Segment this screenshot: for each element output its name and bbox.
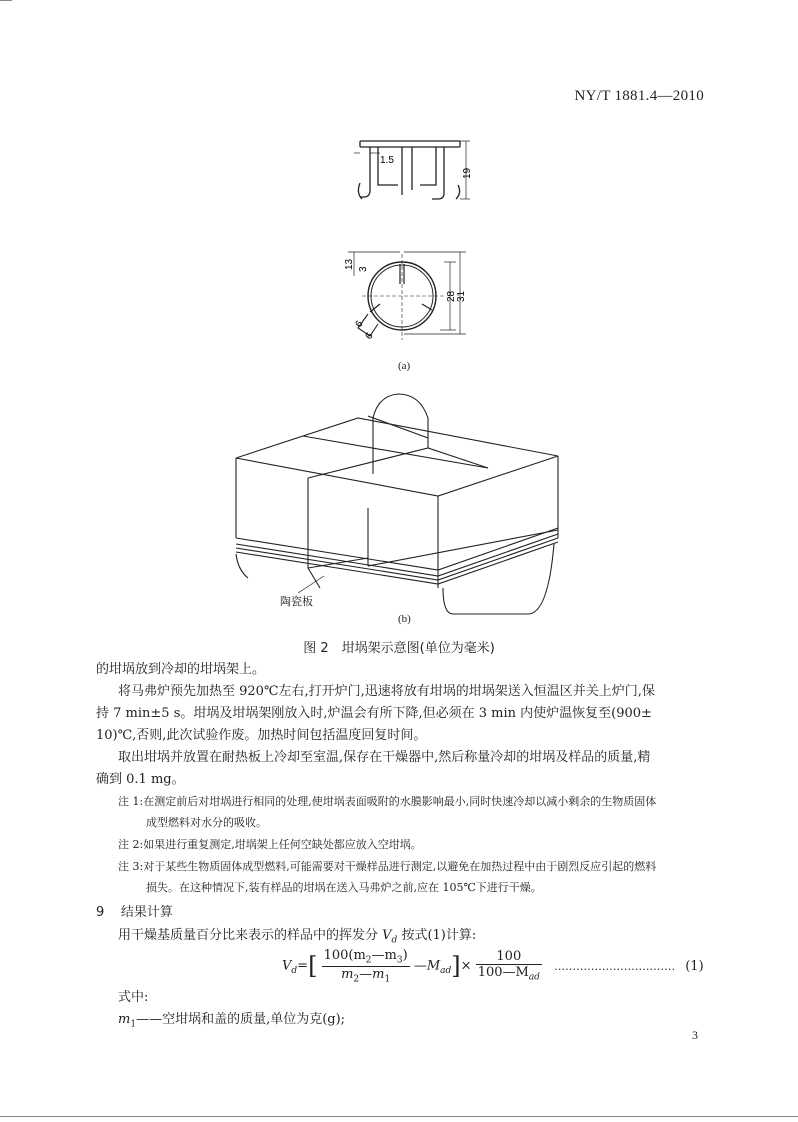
frac-text: 100(m — [323, 948, 366, 963]
frac-text: —m — [359, 966, 385, 982]
frac-sub: 3 — [396, 955, 403, 966]
note-line: 成型燃料对水分的吸收。 — [146, 816, 267, 829]
paragraph-line: 确到 0.1 mg。 — [96, 772, 185, 787]
frac-text: 100 — [476, 949, 542, 965]
paragraph-line: 取出坩埚并放置在耐热板上冷却至室温,保存在干燥器中,然后称量冷却的坩埚及样品的质量,精 — [118, 750, 651, 765]
note-line: 注 3:对于某些生物质固体成型燃料,可能需要对干燥样品进行测定,以避免在加热过程中由于剧烈反应引起的燃料 — [118, 860, 657, 873]
paragraph-line: 将马弗炉预先加热至 920℃左右,打开炉门,迅速将放有坩埚的坩埚架送入恒温区并关上炉门,保 — [118, 684, 655, 699]
fraction-2 — [476, 949, 542, 983]
section-title: 结果计算 — [120, 905, 173, 920]
fraction-1 — [322, 948, 410, 984]
paragraph-line: 持 7 min±5 s。坩埚及坩埚架刚放入时,炉温会有所下降,但必须在 3 min 内使炉温恢复至(900± — [96, 706, 652, 721]
intro-var: V — [382, 928, 392, 943]
figure-a-side-view — [340, 135, 480, 215]
frac-sub: 1 — [384, 974, 391, 985]
frac-text: —m — [371, 948, 397, 963]
paragraph-continuation: 的坩埚放到冷却的坩埚架上。 — [96, 662, 266, 677]
where-label: 式中: — [118, 990, 149, 1005]
equation-number: (1) — [685, 958, 704, 974]
var-m1: m — [118, 1012, 131, 1027]
frac-sub: ad — [528, 972, 540, 983]
var-m1-sub: 1 — [130, 1019, 137, 1030]
variable-definition — [118, 1009, 345, 1036]
formula-lhs: V — [282, 958, 292, 974]
figure-a-top-view — [340, 240, 480, 350]
formula-1: $V_d=$[ $\frac{100(m_2—m_3)}{m_2—m_1}$ $—M_{ad}]\times$ $\frac{100}{100—M_{ad}}$ …………………………… (1) — [282, 948, 704, 985]
ceramic-plate-label: 陶瓷板 — [280, 595, 313, 608]
dim-label: 31 — [456, 290, 467, 302]
paragraph-line: 10)℃,否则,此次试验作废。加热时间包括温度回复时间。 — [96, 728, 427, 743]
subfigure-a-label: (a) — [398, 360, 411, 372]
formula-mad: M — [426, 958, 441, 974]
dim-label: 3 — [358, 266, 369, 272]
formula-lhs-sub: d — [291, 966, 298, 977]
var-m1-desc: ——空坩埚和盖的质量,单位为克(g); — [136, 1012, 346, 1027]
scan-edge-mark — [0, 0, 12, 1]
frac-sub: 2 — [353, 974, 360, 985]
note-line: 损失。在这种情况下,装有样品的坩埚在送入马弗炉之前,应在 105℃下进行干燥。 — [146, 881, 542, 894]
subfigure-b-label: (b) — [398, 613, 411, 625]
section-number: 9 — [96, 905, 105, 920]
intro-sub: d — [391, 935, 398, 946]
intro-text: 用干燥基质量百分比来表示的样品中的挥发分 — [118, 928, 379, 943]
note-line: 注 1:在测定前后对坩埚进行相同的处理,使坩埚表面吸附的水膜影响最小,同时快速冷却以减小剩余的生物质固体 — [118, 795, 657, 808]
dim-label: 6 — [353, 318, 366, 330]
frac-text: m — [341, 966, 354, 982]
dim-label: 1.5 — [380, 155, 394, 166]
standard-number: NY/T 1881.4—2010 — [574, 88, 704, 104]
note-line: 注 2:如果进行重复测定,坩埚架上任何空缺处都应放入空坩埚。 — [118, 838, 422, 851]
figure-title: 图 2 坩埚架示意图(单位为毫米) — [303, 641, 495, 656]
dim-label: 28 — [446, 290, 457, 302]
intro-text: 按式(1)计算: — [401, 928, 477, 943]
dim-label: 19 — [462, 167, 473, 179]
frac-text: 100—M — [477, 965, 529, 981]
scan-edge-line — [0, 1116, 798, 1117]
dim-label: 6 — [363, 330, 376, 342]
figure-b-rack-isometric — [228, 388, 573, 618]
dim-label: 13 — [344, 258, 355, 270]
formula-mad-sub: ad — [440, 966, 452, 977]
frac-text: ) — [402, 948, 408, 963]
frac-sub: 2 — [365, 955, 372, 966]
section-heading — [96, 901, 173, 920]
formula-dots: …………………………… — [554, 959, 676, 973]
page-number: 3 — [692, 1028, 698, 1042]
